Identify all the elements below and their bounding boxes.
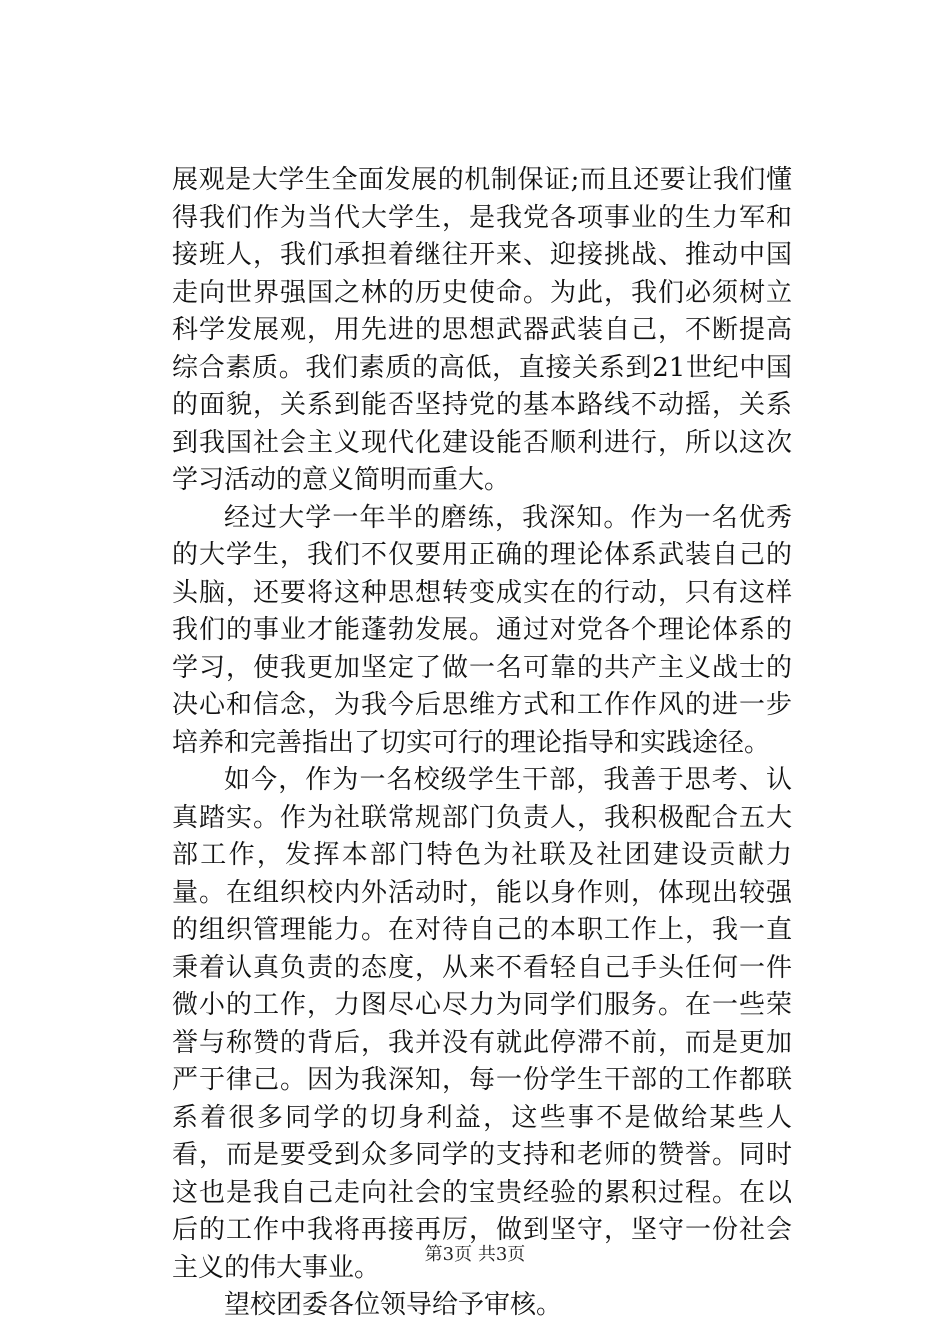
page-number-footer: 第3页 共3页 (424, 1244, 526, 1265)
paragraph-continuation: 展观是大学生全面发展的机制保证;而且还要让我们懂得我们作为当代大学生，是我党各项事业的生力军和接班人，我们承担着继往开来、迎接挑战、推动中国走向世界强国之林的历史使命。为此，我们必须树立科学发展观，用先进的思想武器武装自己，不断提高综合素质。我们素质的高低，直接关系到21世纪中国的面貌，关系到能否坚持党的基本路线不动摇，关系到我国社会主义现代化建设能否顺利进行，所以这次学习活动的意义简明而重大。 (172, 165, 792, 495)
paragraph-student-cadre: 如今，作为一名校级学生干部，我善于思考、认真踏实。作为社联常规部门负责人，我积极配合五大部工作，发挥本部门特色为社联及社团建设贡献力量。在组织校内外活动时，能以身作则，体现出较强的组织管理能力。在对待自己的本职工作上，我一直秉着认真负责的态度，从来不看轻自己手头任何一件微小的工作，力图尽心尽力为同学们服务。在一些荣誉与称赞的背后，我并没有就此停滞不前，而是更加严于律己。因为我深知，每一份学生干部的工作都联系着很多同学的切身利益，这些事不是做给某些人看，而是要受到众多同学的支持和老师的赞誉。同时这也是我自己走向社会的宝贵经验的累积过程。在以后的工作中我将再接再厉，做到坚守，坚守一份社会主义的伟大事业。 (172, 765, 792, 1283)
paragraph-training: 经过大学一年半的磨练，我深知。作为一名优秀的大学生，我们不仅要用正确的理论体系武装自己的头脑，还要将这种思想转变成实在的行动，只有这样我们的事业才能蓬勃发展。通过对党各个理论体系的学习，使我更加坚定了做一名可靠的共产主义战士的决心和信念，为我今后思维方式和工作作风的进一步培养和完善指出了切实可行的理论指导和实践途径。 (172, 502, 792, 758)
paragraph-closing: 望校团委各位领导给予审核。 (224, 1290, 563, 1320)
document-body (172, 162, 792, 1325)
